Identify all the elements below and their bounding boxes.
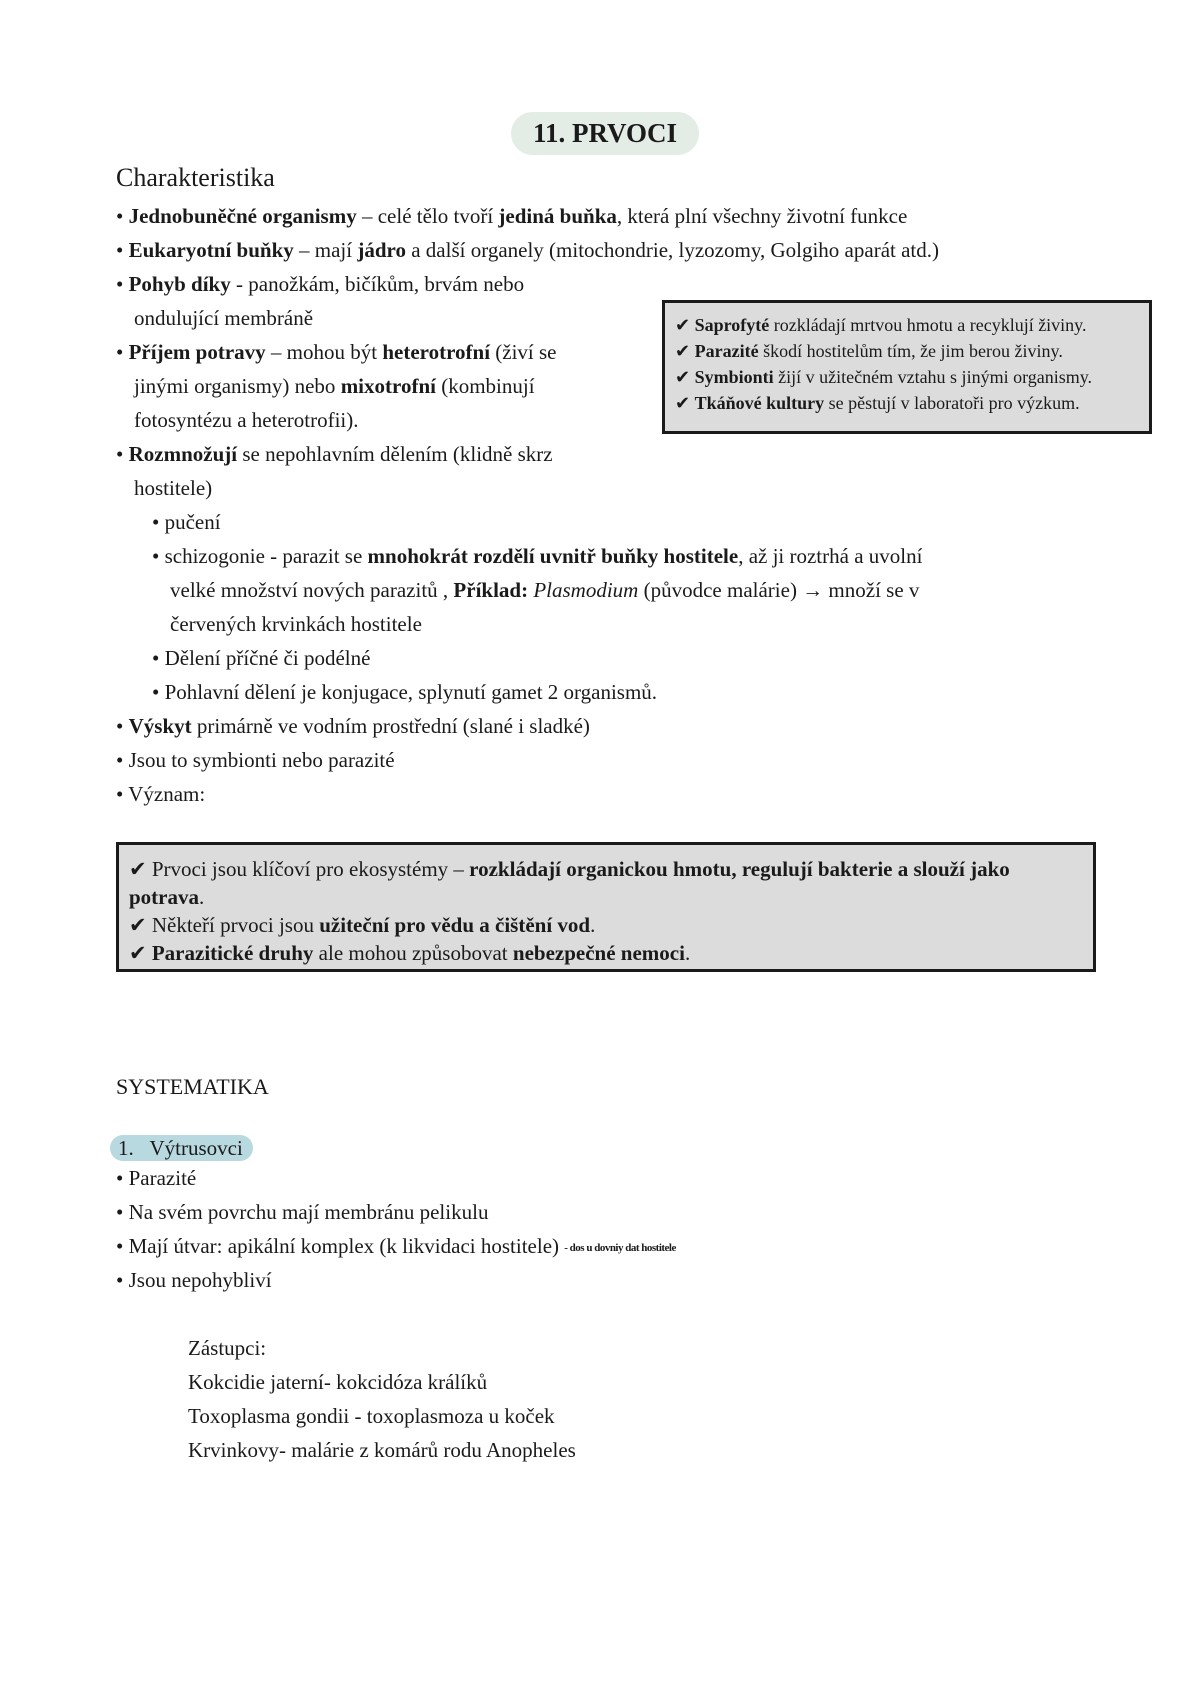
list-item: • Výskyt primárně ve vodním prostřední (slané i sladké) (116, 714, 590, 738)
check-icon: ✔ (129, 941, 147, 965)
list-item: • Příjem potravy – mohou být heterotrofní (živí se (116, 340, 557, 364)
check-icon: ✔ (129, 913, 147, 937)
representative-item: Toxoplasma gondii - toxoplasmoza u koček (188, 1404, 555, 1428)
list-item: • Na svém povrchu mají membránu pelikulu (116, 1200, 489, 1224)
list-item-continuation: fotosyntézu a heterotrofii). (134, 408, 359, 432)
sub-list-item-continuation: červených krvinkách hostitele (170, 612, 422, 636)
representative-item: Krvinkovy- malárie z komárů rodu Anopheles (188, 1438, 576, 1462)
representative-item: Kokcidie jaterní- kokcidóza králíků (188, 1370, 488, 1394)
check-icon: ✔ (675, 393, 691, 413)
representatives-label: Zástupci: (188, 1336, 267, 1360)
list-item: • Pohyb díky - panožkám, bičíkům, brvám nebo (116, 272, 525, 296)
list-item: • Jsou nepohybliví (116, 1268, 272, 1292)
section-heading-characteristics: Charakteristika (116, 163, 275, 192)
summary-box-importance (116, 842, 1096, 972)
sub-list-item: • schizogonie - parazit se mnohokrát rozdělí uvnitř buňky hostitele, až ji roztrhá a uvolní (152, 544, 923, 568)
info-row: ✔ Parazité škodí hostitelům tím, že jim berou živiny. (675, 341, 1063, 361)
check-icon: ✔ (675, 315, 691, 335)
list-item: • Jednobuněčné organismy – celé tělo tvoří jediná buňka, která plní všechny životní funkce (116, 204, 908, 228)
summary-row: ✔ Prvoci jsou klíčoví pro ekosystémy – rozkládají organickou hmotu, regulují bakterie a slouží jako potrava. (129, 857, 1010, 909)
list-item: • Eukaryotní buňky – mají jádro a další organely (mitochondrie, lyzozomy, Golgiho aparát atd.) (116, 238, 939, 262)
info-row: ✔ Tkáňové kultury se pěstují v laboratoři pro výzkum. (675, 393, 1080, 413)
check-icon: ✔ (675, 367, 691, 387)
list-item: • Parazité (116, 1166, 197, 1190)
summary-row: ✔ Někteří prvoci jsou užiteční pro vědu a čištění vod. (129, 913, 596, 937)
info-box-organism-roles (662, 300, 1152, 434)
handwritten-note: - dos u dovniy dat hostitele (564, 1241, 676, 1254)
summary-row: ✔ Parazitické druhy ale mohou způsobovat nebezpečné nemoci. (129, 941, 691, 965)
info-row: ✔ Symbionti žijí v užitečném vztahu s jinými organismy. (675, 367, 1093, 387)
sub-list-item: • pučení (152, 510, 221, 534)
sub-list-item: • Pohlavní dělení je konjugace, splynutí gamet 2 organismů. (152, 680, 658, 704)
section-heading-systematika: SYSTEMATIKA (116, 1074, 269, 1099)
list-item: • Význam: (116, 782, 206, 806)
check-icon: ✔ (129, 857, 147, 881)
check-icon: ✔ (675, 341, 691, 361)
list-item-continuation: jinými organismy) nebo mixotrofní (kombinují (134, 374, 535, 398)
list-item-continuation: ondulující membráně (134, 306, 314, 330)
list-item-continuation: hostitele) (134, 476, 213, 500)
title-container (0, 112, 1200, 155)
info-row: ✔ Saprofyté rozkládají mrtvou hmotu a recyklují živiny. (675, 315, 1087, 335)
page-title: 11. PRVOCI (511, 112, 699, 155)
group-heading-pill: 1. Výtrusovci (110, 1135, 253, 1161)
sub-list-item: • Dělení příčné či podélné (152, 646, 371, 670)
list-item: • Jsou to symbionti nebo parazité (116, 748, 395, 772)
sub-list-item-continuation: velké množství nových parazitů , Příklad: Plasmodium (původce malárie) → množí se v (170, 578, 920, 602)
list-item: • Mají útvar: apikální komplex (k likvidaci hostitele) - dos u dovniy dat hostitele (116, 1234, 676, 1258)
list-item: • Rozmnožují se nepohlavním dělením (klidně skrz (116, 442, 553, 466)
